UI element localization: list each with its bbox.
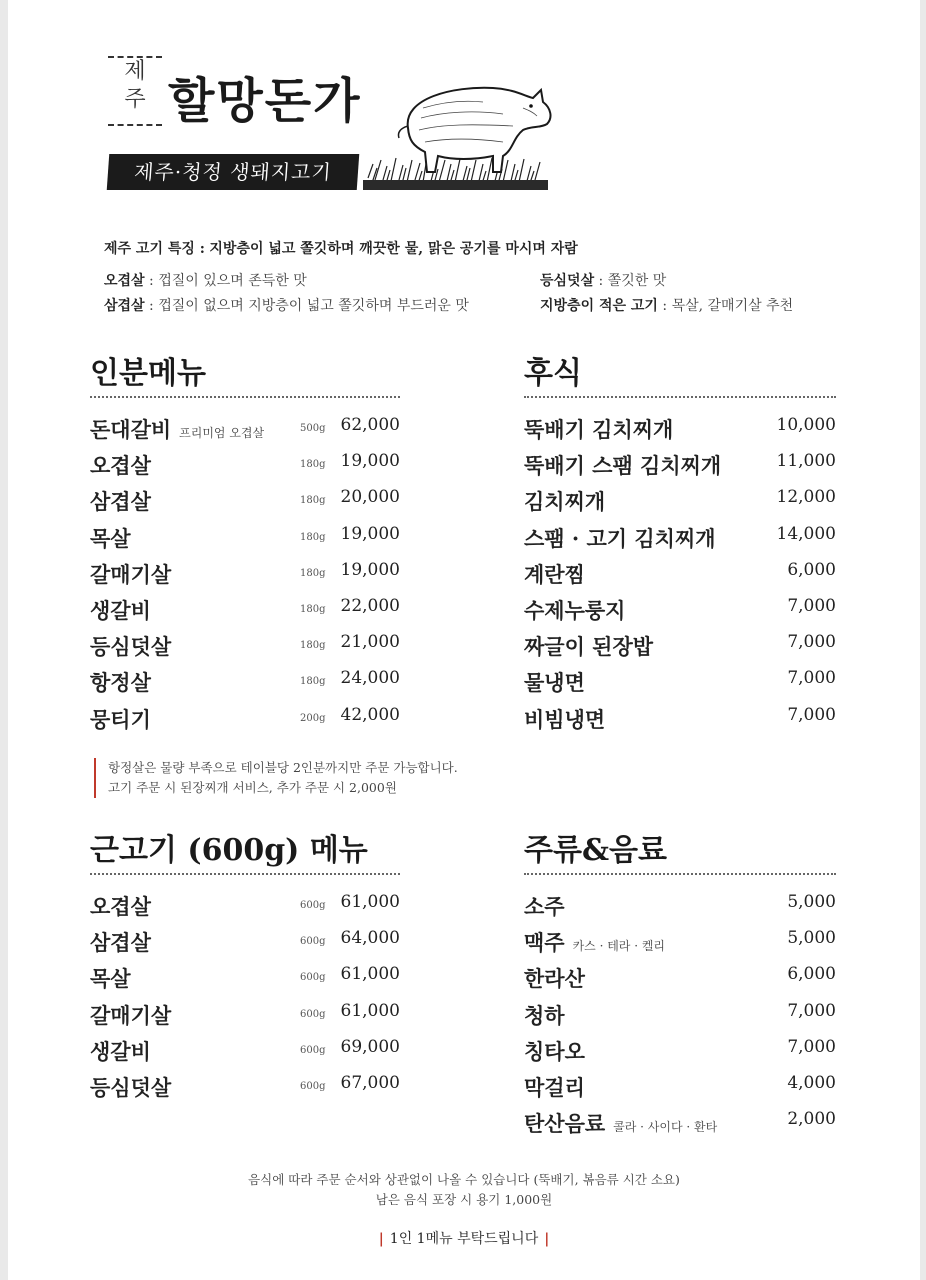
menu-item xyxy=(524,523,836,559)
menu-item-name xyxy=(524,704,605,734)
menu-item-description: 카스 · 테라 · 켈리 xyxy=(572,939,666,954)
menu-item-price: 19,000 xyxy=(340,523,400,544)
menu-item xyxy=(90,667,400,703)
menu-item-name xyxy=(524,927,665,957)
section-geungogi-menu xyxy=(90,825,400,1108)
intro-item-key: 지방층이 적은 고기 xyxy=(540,298,658,314)
menu-item-name-text: 소주 xyxy=(524,894,565,919)
red-bar-left: | xyxy=(378,1231,384,1247)
menu-item-name xyxy=(524,595,625,625)
menu-item-name xyxy=(90,963,131,993)
menu-item-name xyxy=(524,963,585,993)
intro-headline-value: 지방층이 넓고 쫄깃하며 깨끗한 물, 맑은 공기를 마시며 자람 xyxy=(209,241,578,257)
menu-item-name-text: 오겹살 xyxy=(90,453,151,479)
menu-item-name xyxy=(524,559,585,589)
menu-item-price: 6,000 xyxy=(787,964,836,985)
menu-item-weight: 600g xyxy=(300,1044,326,1056)
menu-item-weight: 180g xyxy=(300,459,326,471)
menu-item xyxy=(90,891,400,927)
menu-item-price: 5,000 xyxy=(787,928,836,949)
menu-item-name xyxy=(524,1072,585,1102)
menu-item xyxy=(90,559,400,595)
note-line: 고기 주문 시 된장찌개 서비스, 추가 주문 시 2,000원 xyxy=(108,780,397,795)
menu-item-name xyxy=(90,1036,151,1066)
menu-item xyxy=(524,667,836,703)
menu-item-name-text: 김치찌개 xyxy=(524,489,606,515)
menu-item-name-text: 탄산음료 xyxy=(524,1111,606,1137)
menu-item-name xyxy=(524,1036,585,1066)
menu-item-name-text: 뚝배기 김치찌개 xyxy=(524,417,674,442)
menu-item xyxy=(90,927,400,963)
menu-item-name-text: 목살 xyxy=(90,525,131,551)
section-drinks-menu xyxy=(524,825,836,1144)
menu-item-name xyxy=(90,667,151,697)
menu-item-price: 61,000 xyxy=(340,964,400,985)
menu-item-description: 콜라 · 사이다 · 환타 xyxy=(613,1120,718,1135)
menu-item xyxy=(524,559,836,595)
menu-item xyxy=(524,631,836,667)
menu-item-name-text: 오겹살 xyxy=(90,894,151,919)
menu-item-price: 12,000 xyxy=(776,487,836,508)
menu-item-name xyxy=(524,891,565,921)
intro-item-key: 삼겹살 xyxy=(104,298,145,314)
menu-item-price: 42,000 xyxy=(340,704,400,725)
menu-item-name xyxy=(90,414,264,444)
menu-item xyxy=(90,1000,400,1036)
menu-item xyxy=(524,450,836,486)
menu-item-name-text: 등심덧살 xyxy=(90,634,172,660)
menu-item-price: 5,000 xyxy=(787,892,836,912)
intro-headline-key: 제주 고기 특징 : xyxy=(104,241,205,257)
menu-item xyxy=(90,1036,400,1072)
menu-item-name-text: 갈매기살 xyxy=(90,1002,172,1028)
menu-item-weight: 600g xyxy=(300,972,326,984)
menu-item-price: 21,000 xyxy=(340,632,400,653)
section-title: 후식 xyxy=(524,356,582,391)
intro-headline xyxy=(104,238,578,258)
menu-item-price: 64,000 xyxy=(340,928,400,949)
menu-item-name-text: 칭타오 xyxy=(524,1038,585,1064)
restaurant-name: 할망돈가 xyxy=(168,73,362,129)
menu-note xyxy=(94,758,458,798)
footer-notice: 음식에 따라 주문 순서와 상관없이 나올 수 있습니다 (뚝배기, 볶음류 시간 소요) xyxy=(248,1172,680,1187)
dotted-divider xyxy=(90,873,400,875)
menu-item-name xyxy=(524,523,716,553)
logo-jeju-top: 제 xyxy=(124,59,146,84)
footer-takeout-notice: 남은 음식 포장 시 용기 1,000원 xyxy=(375,1192,553,1207)
menu-item-weight: 600g xyxy=(300,900,326,911)
menu-item-name xyxy=(524,1000,565,1030)
menu-item-name-text: 뭉티기 xyxy=(90,706,151,732)
menu-item-weight: 180g xyxy=(300,531,326,543)
menu-item-name-text: 등심덧살 xyxy=(90,1074,172,1100)
intro-item xyxy=(104,295,469,315)
menu-item-name xyxy=(524,486,605,516)
menu-item-name xyxy=(524,414,673,444)
menu-item-name xyxy=(90,704,151,734)
menu-item-weight: 180g xyxy=(300,495,326,507)
menu-item xyxy=(90,631,400,667)
dotted-divider xyxy=(524,873,836,875)
menu-item-name-text: 짜글이 된장밥 xyxy=(524,634,654,660)
menu-item-name xyxy=(90,891,151,921)
menu-item-name-text: 비빔냉면 xyxy=(524,706,606,732)
intro-item-value: : 껍질이 있으며 존득한 맛 xyxy=(144,273,307,289)
menu-item xyxy=(524,1108,836,1144)
menu-item xyxy=(524,1072,836,1108)
intro-item xyxy=(104,270,307,290)
pig-illustration xyxy=(363,68,558,193)
menu-item-price: 11,000 xyxy=(776,451,836,472)
menu-item xyxy=(524,1000,836,1036)
menu-item-weight: 500g xyxy=(300,423,326,434)
menu-item-name xyxy=(524,450,721,480)
menu-item xyxy=(524,891,836,927)
menu-item-weight: 180g xyxy=(300,676,326,688)
menu-item-name xyxy=(524,1108,717,1138)
menu-item xyxy=(524,595,836,631)
menu-page xyxy=(8,0,920,1280)
menu-item-name-text: 청하 xyxy=(524,1002,565,1028)
menu-item-name xyxy=(90,523,131,553)
menu-item-price: 14,000 xyxy=(776,523,836,544)
menu-item-name-text: 갈매기살 xyxy=(90,561,172,587)
logo-jeju-bottom: 주 xyxy=(124,87,146,112)
menu-item-weight: 180g xyxy=(300,640,326,652)
menu-item-price: 61,000 xyxy=(340,1000,400,1021)
menu-item-name-text: 물냉면 xyxy=(524,670,585,696)
menu-item-name xyxy=(90,927,151,957)
intro-item-value: : 목살, 갈매기살 추천 xyxy=(657,298,794,314)
menu-item-weight: 600g xyxy=(300,1008,326,1020)
menu-item xyxy=(90,486,400,522)
intro-item xyxy=(540,295,793,315)
intro-item-value: : 쫄깃한 맛 xyxy=(594,273,667,289)
menu-item-weight: 180g xyxy=(300,603,326,615)
menu-item-price: 7,000 xyxy=(787,704,836,725)
menu-item-name-text: 항정살 xyxy=(90,670,151,696)
red-bar-right: | xyxy=(544,1231,550,1247)
logo-tagline: 제주·청정 생돼지고기 xyxy=(107,154,360,190)
menu-item-name xyxy=(90,631,171,661)
menu-item-name xyxy=(90,559,171,589)
menu-item-price: 7,000 xyxy=(787,668,836,689)
menu-item-name-text: 스팸 · 고기 김치찌개 xyxy=(524,525,716,551)
menu-item-name-text: 생갈비 xyxy=(90,1038,151,1064)
menu-item-price: 24,000 xyxy=(340,668,400,689)
menu-item xyxy=(90,595,400,631)
menu-item xyxy=(90,450,400,486)
menu-item-name-text: 맥주 xyxy=(524,930,565,956)
menu-item-weight: 600g xyxy=(300,1080,326,1092)
logo-jeju-mark xyxy=(108,56,162,126)
menu-item-name xyxy=(90,486,151,516)
menu-item-price: 19,000 xyxy=(340,559,400,580)
menu-item-price: 2,000 xyxy=(787,1109,836,1130)
menu-item-weight: 600g xyxy=(300,936,326,948)
menu-item-name-text: 뚝배기 스팸 김치찌개 xyxy=(524,453,722,479)
menu-item-name xyxy=(524,667,585,697)
intro-item xyxy=(540,270,666,290)
intro-item-value: : 껍질이 없으며 지방층이 넓고 쫄깃하며 부드러운 맛 xyxy=(144,298,469,314)
menu-item xyxy=(524,927,836,963)
menu-item xyxy=(524,486,836,522)
menu-item xyxy=(90,414,400,450)
menu-item-name-text: 목살 xyxy=(90,966,131,992)
section-per-person-menu xyxy=(90,348,400,740)
menu-item xyxy=(524,963,836,999)
menu-item-name xyxy=(90,1072,171,1102)
menu-item-price: 20,000 xyxy=(340,487,400,508)
intro-item-key: 등심덧살 xyxy=(540,273,595,289)
menu-item-name-text: 돈대갈비 xyxy=(90,417,172,442)
menu-item-price: 6,000 xyxy=(787,559,836,580)
menu-item xyxy=(524,1036,836,1072)
section-dessert-menu xyxy=(524,348,836,740)
menu-item xyxy=(90,963,400,999)
menu-item-description: 프리미엄 오겹살 xyxy=(179,426,265,440)
menu-item-price: 4,000 xyxy=(787,1072,836,1093)
section-title: 근고기 (600g) 메뉴 xyxy=(90,833,368,868)
menu-item-price: 19,000 xyxy=(340,451,400,472)
menu-item-name xyxy=(90,595,151,625)
menu-item-price: 7,000 xyxy=(787,632,836,653)
menu-item-price: 7,000 xyxy=(787,1000,836,1021)
menu-item-name-text: 막걸리 xyxy=(524,1074,585,1100)
menu-item-weight: 200g xyxy=(300,712,326,724)
menu-item-price: 22,000 xyxy=(340,595,400,616)
menu-item-name-text: 삼겹살 xyxy=(90,489,151,515)
menu-item-name xyxy=(524,631,653,661)
menu-item-name-text: 수제누룽지 xyxy=(524,597,626,623)
menu-item xyxy=(90,1072,400,1108)
menu-item-name xyxy=(90,450,151,480)
restaurant-logo xyxy=(108,56,388,196)
footer-one-menu-text: 1인 1메뉴 부탁드립니다 xyxy=(389,1231,539,1247)
dotted-divider xyxy=(524,396,836,398)
menu-item-price: 62,000 xyxy=(340,415,400,435)
menu-item-price: 7,000 xyxy=(787,595,836,616)
menu-item-price: 69,000 xyxy=(340,1036,400,1057)
dotted-divider xyxy=(90,396,400,398)
menu-item-price: 61,000 xyxy=(340,892,400,912)
note-line: 항정살은 물량 부족으로 테이블당 2인분까지만 주문 가능합니다. xyxy=(108,760,458,775)
section-title: 주류&음료 xyxy=(524,833,668,868)
menu-item-price: 10,000 xyxy=(776,415,836,435)
menu-item-name-text: 한라산 xyxy=(524,966,585,992)
menu-item-name-text: 삼겹살 xyxy=(90,930,151,956)
menu-item-name-text: 계란찜 xyxy=(524,561,585,587)
footer-one-menu-notice xyxy=(8,1228,920,1248)
menu-item-price: 67,000 xyxy=(340,1072,400,1093)
section-title: 인분메뉴 xyxy=(90,356,206,391)
menu-item-price: 7,000 xyxy=(787,1036,836,1057)
menu-item xyxy=(524,414,836,450)
menu-item xyxy=(90,523,400,559)
menu-item-weight: 180g xyxy=(300,567,326,579)
intro-item-key: 오겹살 xyxy=(104,273,145,289)
menu-item xyxy=(90,704,400,740)
menu-item-name xyxy=(90,1000,171,1030)
menu-item-name-text: 생갈비 xyxy=(90,597,151,623)
menu-item xyxy=(524,704,836,740)
